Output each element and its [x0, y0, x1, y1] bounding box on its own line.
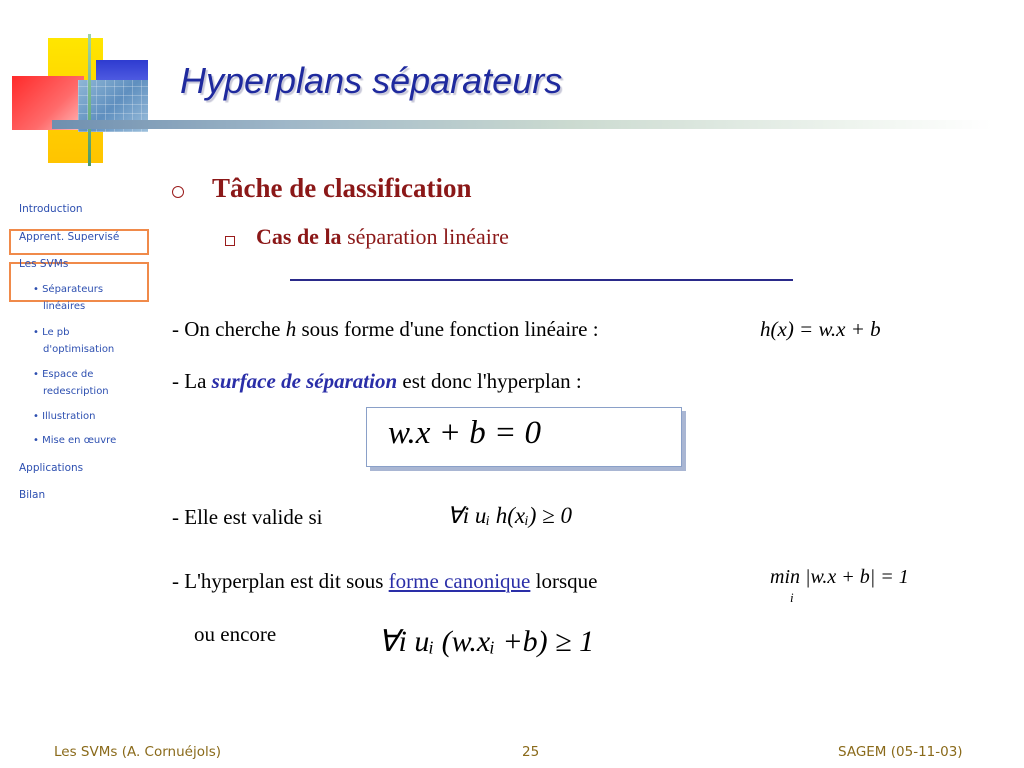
formula-canonical-subscript: i [790, 590, 794, 605]
formula-canonical: min |w.x + b| = 1 [770, 566, 909, 588]
nav-subitem-illustration[interactable]: • Illustration [33, 411, 96, 422]
separator-line [290, 279, 793, 281]
nav-item-introduction[interactable]: Introduction [19, 203, 83, 215]
bullet-circle-icon [172, 186, 184, 198]
link-forme-canonique[interactable]: forme canonique [388, 569, 531, 593]
formula-hyperplane: w.x + b = 0 [388, 415, 541, 451]
footer-page-number: 25 [522, 744, 540, 760]
formula-canonical-alt: ∀i uᵢ (w.xᵢ +b) ≥ 1 [378, 625, 595, 658]
nav-subitem-mise-en-oeuvre[interactable]: • Mise en œuvre [33, 435, 117, 446]
nav-subitem-le-pb[interactable]: • Le pb [33, 327, 70, 338]
nav-subitem-le-pb-cont[interactable]: d'optimisation [43, 344, 115, 355]
nav-subitem-separateurs-cont[interactable]: linéaires [43, 301, 86, 312]
footer-right: SAGEM (05-11-03) [838, 744, 963, 760]
nav-item-apprent-supervise[interactable]: Apprent. Supervisé [19, 231, 120, 243]
formula-h-definition: h(x) = w.x + b [760, 317, 881, 341]
formula-validity: ∀i uᵢ h(xᵢ) ≥ 0 [447, 503, 573, 528]
sub-bullet-rest: séparation linéaire [341, 224, 509, 249]
text-line-4: - L'hyperplan est dit sous forme canonique lorsque [172, 569, 598, 593]
bullet-heading: Tâche de classification [212, 173, 472, 203]
nav-subitem-espace-cont[interactable]: redescription [43, 386, 109, 397]
title-underline-bar [52, 120, 992, 129]
bullet-square-icon [225, 236, 235, 246]
text-line-1: - On cherche h sous forme d'une fonction linéaire : [172, 317, 599, 341]
text-line-2: - La surface de séparation est donc l'hyperplan : [172, 369, 582, 393]
footer-left: Les SVMs (A. Cornuéjols) [54, 744, 222, 760]
sub-bullet-bold: Cas de la [256, 224, 342, 249]
nav-subitem-separateurs[interactable]: • Séparateurs [33, 284, 104, 295]
nav-item-les-svms[interactable]: Les SVMs [19, 258, 69, 270]
nav-item-applications[interactable]: Applications [19, 462, 84, 474]
slide-title: Hyperplans séparateurs [180, 60, 563, 101]
sub-bullet [256, 224, 509, 250]
nav-item-bilan[interactable]: Bilan [19, 489, 46, 501]
nav-subitem-espace[interactable]: • Espace de [33, 369, 94, 380]
text-line-5: ou encore [194, 622, 277, 646]
text-line-3: - Elle est valide si [172, 505, 323, 529]
logo-vertical-line [88, 34, 91, 166]
